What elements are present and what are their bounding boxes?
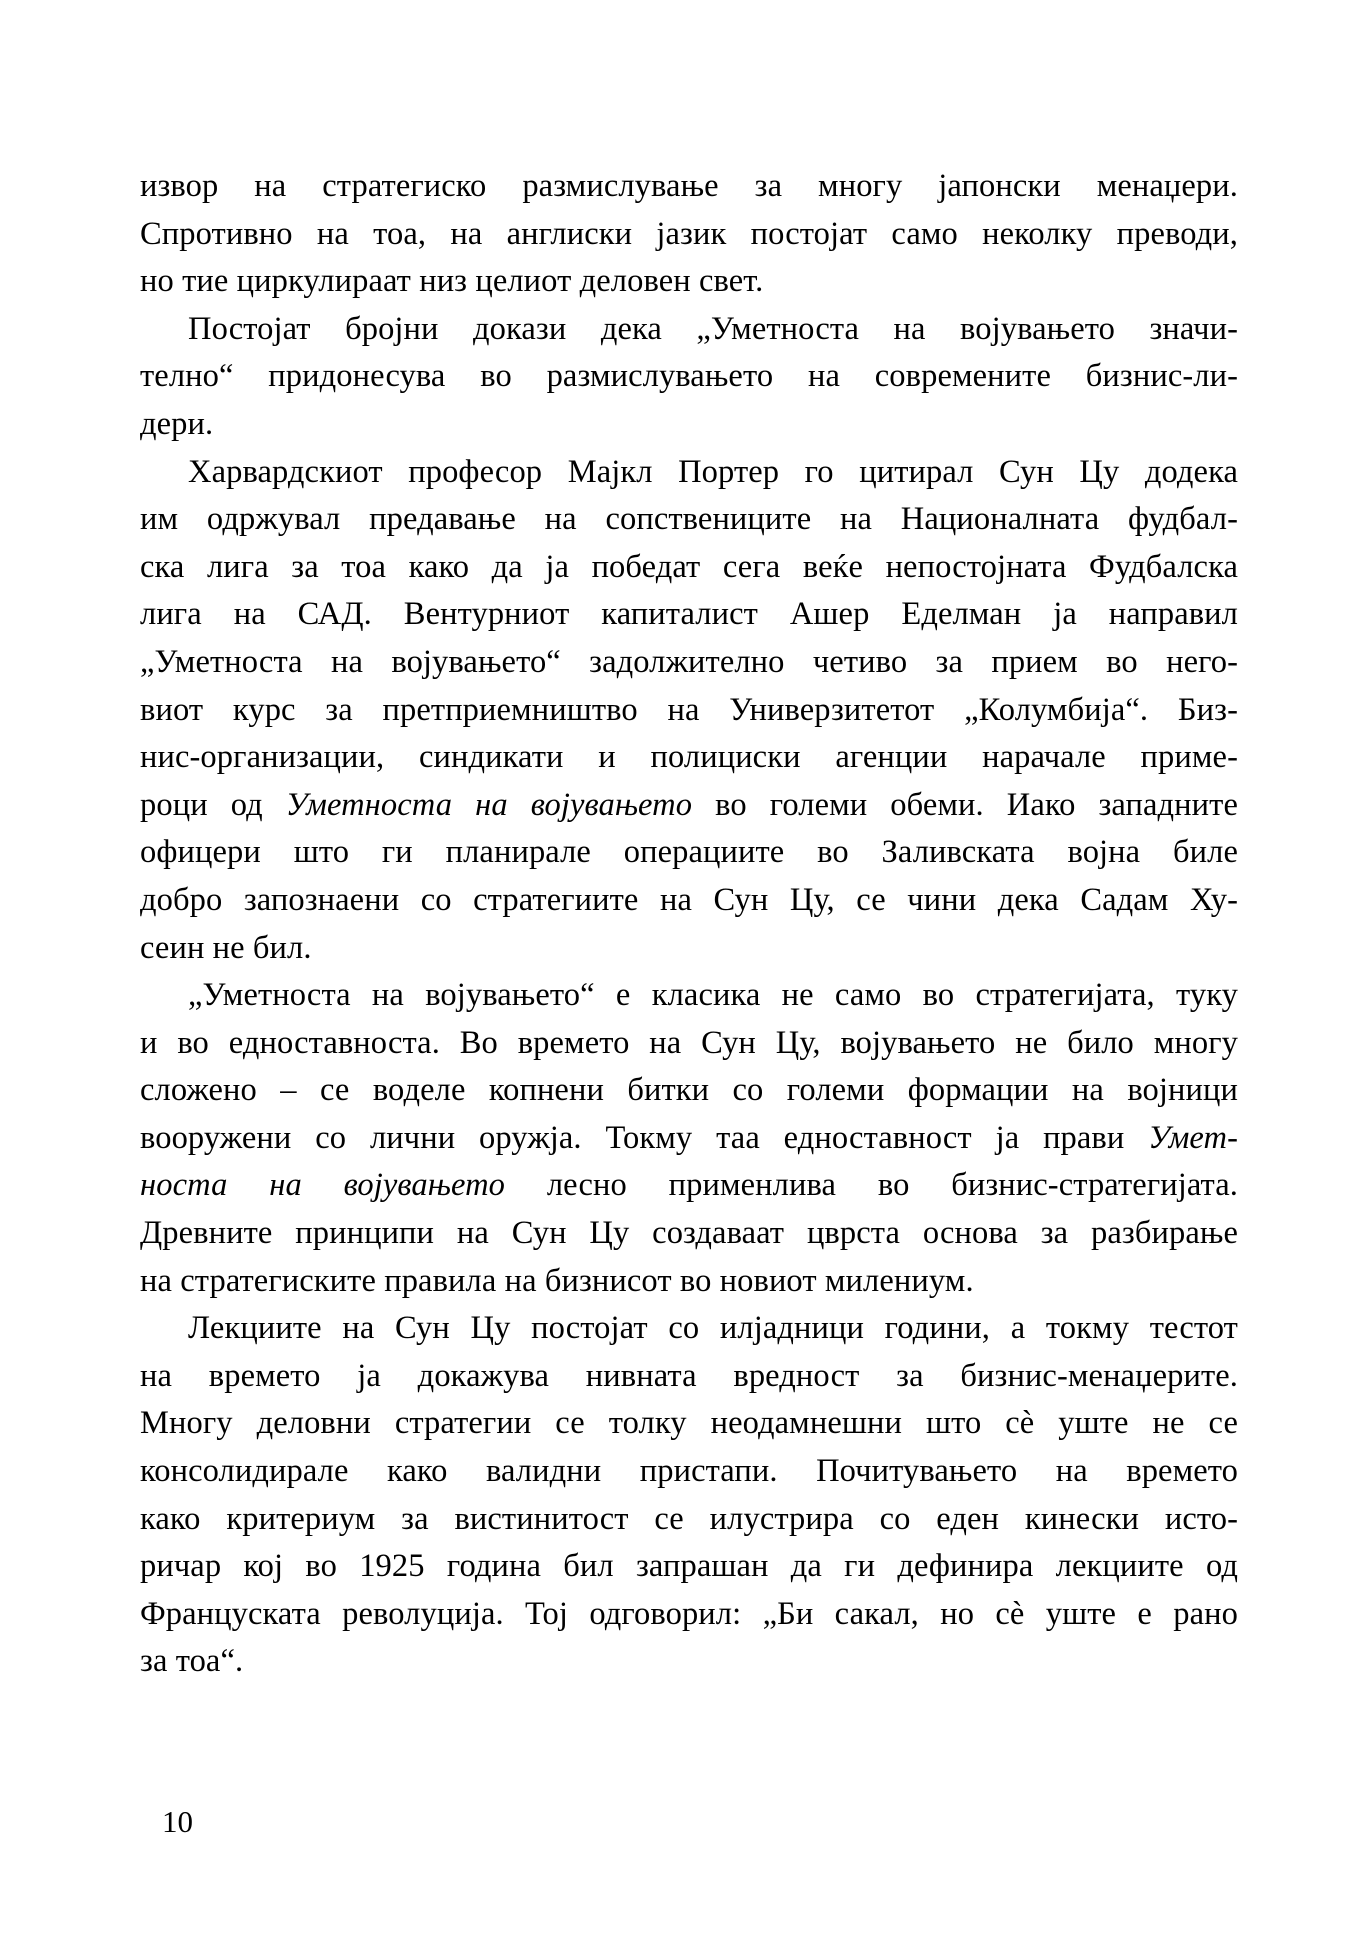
text-line — [140, 877, 1238, 925]
text-run: Многу деловни стратегии се толку неодамнешни што сѐ уште не се — [140, 1405, 1238, 1442]
text-run: консолидирале како валидни пристапи. Почитувањето на времето — [140, 1453, 1238, 1490]
text-run: телно“ придонесува во размислувањето на современите бизнис-ли- — [140, 358, 1238, 395]
book-title-italic: Уметноста на војувањето — [285, 786, 693, 823]
text-line — [140, 925, 1238, 973]
text-line — [140, 1400, 1238, 1448]
text-line — [140, 1115, 1238, 1163]
text-run: на времето ја докажува нивната вредност за бизнис-менаџерите. — [140, 1357, 1238, 1394]
text-line — [140, 1448, 1238, 1496]
text-run: извор на стратегиско размислување за многу јапонски менаџери. — [140, 168, 1238, 204]
text-run: добро запознаени со стратегиите на Сун Цу, се чини дека Садам Ху- — [140, 881, 1238, 918]
text-line — [140, 591, 1238, 639]
text-line — [140, 1543, 1238, 1591]
text-line — [140, 496, 1238, 544]
text-run: сеин не бил. — [140, 929, 312, 966]
text-line — [140, 1353, 1238, 1401]
text-line — [140, 211, 1238, 259]
text-run: на стратегиските правила на бизнисот во новиот милениум. — [140, 1262, 974, 1299]
text-line — [140, 972, 1238, 1020]
text-line — [140, 1496, 1238, 1544]
text-line — [140, 258, 1238, 306]
text-line — [140, 1258, 1238, 1306]
text-run: Харвардскиот професор Мајкл Портер го цитирал Сун Цу додека — [188, 453, 1238, 490]
text-run: лига на САД. Вентурниот капиталист Ашер Еделман ја направил — [140, 596, 1238, 633]
text-line — [140, 1162, 1238, 1210]
text-run: лесно применлива во бизнис-стратегијата. — [505, 1167, 1239, 1204]
text-run: офицери што ги планирале операциите во Заливската војна биле — [140, 834, 1238, 871]
text-run: „Уметноста на војувањето“ задолжително четиво за прием во него- — [140, 643, 1238, 680]
text-line — [140, 1067, 1238, 1115]
text-line — [140, 829, 1238, 877]
text-run: Древните принципи на Сун Цу создаваат цврста основа за разбирање — [140, 1215, 1238, 1252]
text-run: како критериум за вистинитост се илустрира со еден кинески исто- — [140, 1500, 1238, 1537]
text-line — [140, 1020, 1238, 1068]
text-run: и во едноставноста. Во времето на Сун Цу, војувањето не било многу — [140, 1024, 1238, 1061]
text-run: виот курс за претприемништво на Универзитетот „Колумбија“. Биз- — [140, 691, 1238, 728]
text-run: нис-организации, синдикати и полициски агенции нарачале приме- — [140, 739, 1238, 776]
text-line — [140, 734, 1238, 782]
text-run: сложено – се воделе копнени битки со големи формации на војници — [140, 1072, 1238, 1109]
text-run: Лекциите на Сун Цу постојат со илјадници години, а токму тестот — [188, 1310, 1238, 1347]
text-run: Постојат бројни докази дека „Уметноста на војувањето значи- — [188, 310, 1238, 347]
book-title-italic: носта на војувањето — [140, 1167, 505, 1204]
text-line — [140, 639, 1238, 687]
text-run: Француската револуција. Тој одговорил: „Би сакал, но сѐ уште е рано — [140, 1595, 1238, 1632]
text-line — [140, 782, 1238, 830]
text-run: вооружени со лични оружја. Токму таа едноставност ја прави — [140, 1119, 1149, 1156]
text-run: Спротивно на тоа, на англиски јазик постојат само неколку преводи, — [140, 215, 1238, 252]
text-line — [140, 687, 1238, 735]
text-run: ска лига за тоа како да ја победат сега веќе непостојната Фудбалска — [140, 548, 1238, 585]
text-line — [140, 1305, 1238, 1353]
text-run: дери. — [140, 405, 214, 442]
text-run: ричар кој во 1925 година бил запрашан да ги дефинира лекциите од — [140, 1548, 1238, 1585]
text-line — [140, 353, 1238, 401]
text-run: им одржувал предавање на сопствениците на Националната фудбал- — [140, 501, 1238, 538]
text-run: но тие циркулираат низ целиот деловен свет. — [140, 263, 764, 300]
text-line — [140, 544, 1238, 592]
text-line — [140, 401, 1238, 449]
book-title-italic: Умет- — [1148, 1119, 1238, 1156]
text-line — [140, 1638, 1238, 1686]
text-run: за тоа“. — [140, 1643, 244, 1680]
text-line — [140, 1210, 1238, 1258]
text-run: во големи обеми. Иако западните — [692, 786, 1238, 823]
text-line — [140, 1591, 1238, 1639]
text-block — [140, 163, 1238, 1686]
text-line — [140, 449, 1238, 497]
text-line — [140, 163, 1238, 211]
page-number: 10 — [162, 1804, 193, 1839]
text-run: роци од — [140, 786, 286, 823]
text-line — [140, 306, 1238, 354]
text-run: „Уметноста на војувањето“ е класика не само во стратегијата, туку — [188, 977, 1238, 1014]
